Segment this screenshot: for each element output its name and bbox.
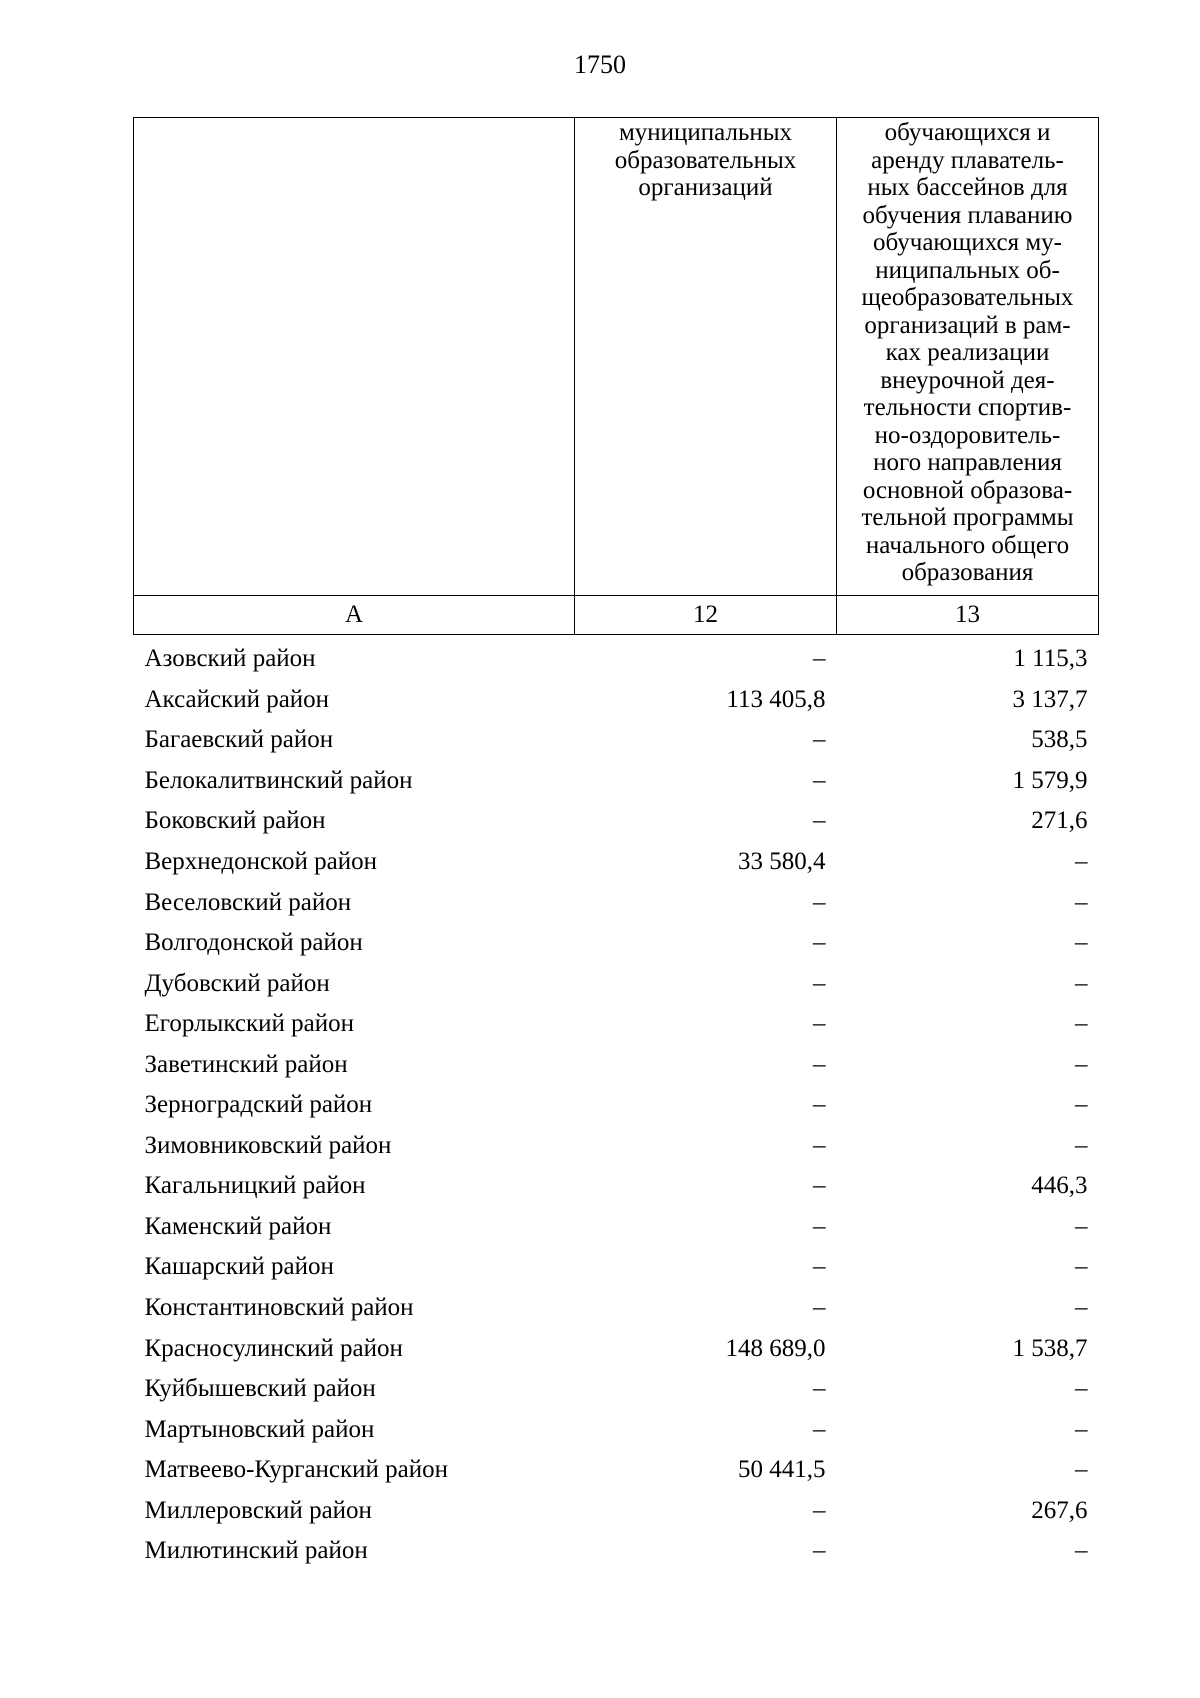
table-row [134, 1288, 1099, 1329]
header-text-line: начального общего [865, 531, 1070, 559]
value-col-12: 148 689,0 [725, 1334, 826, 1362]
table-row [134, 1490, 1099, 1531]
value-col-12: – [813, 1010, 826, 1038]
district-name: Азовский район [144, 645, 316, 673]
value-col-12: – [813, 1253, 826, 1281]
budget-table [133, 117, 1099, 1572]
table-row [134, 1085, 1099, 1126]
value-col-12: – [813, 726, 826, 754]
table-row [134, 1369, 1099, 1410]
district-name: Верхнедонской район [144, 848, 377, 875]
value-col-13: 1 115,3 [1013, 645, 1088, 673]
value-col-13: – [1075, 888, 1088, 916]
table-row [134, 1166, 1099, 1207]
value-col-13: – [1075, 1456, 1088, 1484]
header-text-line: образования [901, 559, 1034, 586]
header-cell-name [134, 118, 575, 596]
value-col-12: 113 405,8 [726, 685, 826, 713]
value-col-13: 446,3 [1031, 1172, 1088, 1200]
value-col-12: – [813, 1212, 826, 1240]
value-col-12: – [813, 1131, 826, 1159]
value-col-13: – [1075, 1050, 1088, 1078]
table-row [134, 720, 1099, 761]
table-row [134, 1531, 1099, 1572]
header-text-line: тельности спортив- [863, 394, 1072, 421]
column-number-12: 12 [575, 596, 837, 635]
table-row [134, 1207, 1099, 1248]
district-name: Кашарский район [144, 1253, 334, 1281]
value-col-13: 538,5 [1031, 726, 1088, 754]
district-name: Аксайский район [144, 685, 330, 713]
value-col-12: – [813, 929, 826, 957]
header-cell-col-12 [575, 118, 837, 596]
district-name: Дубовский район [144, 969, 330, 997]
header-text-line: образовательных [614, 146, 797, 174]
header-text-line: ниципальных об- [875, 256, 1060, 284]
value-col-12: – [813, 888, 826, 916]
district-name: Заветинский район [144, 1050, 348, 1078]
value-col-13: – [1075, 929, 1088, 957]
table-row [134, 923, 1099, 964]
value-col-13: – [1075, 969, 1088, 997]
value-col-12: 50 441,5 [738, 1456, 826, 1484]
table-row [134, 963, 1099, 1004]
value-col-13: 267,6 [1031, 1496, 1088, 1524]
header-text-line: основной образова- [862, 476, 1073, 504]
header-text-line: но-оздоровитель- [874, 421, 1061, 449]
table-header-row [134, 118, 1099, 596]
district-name: Зерноградский район [144, 1091, 373, 1119]
value-col-12: – [813, 1172, 826, 1200]
value-col-13: – [1075, 1212, 1088, 1240]
district-name: Веселовский район [144, 888, 352, 916]
district-name: Красносулинский район [144, 1334, 403, 1362]
value-col-12: – [813, 1375, 826, 1403]
value-col-13: – [1075, 1010, 1088, 1038]
table-row [134, 1126, 1099, 1167]
value-col-12: – [813, 1091, 826, 1119]
value-col-13: 1 579,9 [1012, 766, 1088, 794]
district-name: Милютинский район [144, 1537, 368, 1565]
value-col-12: – [813, 1496, 826, 1524]
column-number-13: 13 [837, 596, 1099, 635]
table-row [134, 842, 1099, 883]
value-col-12: – [813, 969, 826, 997]
value-col-12: – [813, 807, 826, 835]
header-text-line: ного направления [873, 449, 1062, 476]
district-name: Боковский район [144, 807, 326, 835]
value-col-13: – [1075, 1131, 1088, 1159]
column-number-row [134, 596, 1099, 635]
district-name: Волгодонской район [144, 929, 363, 957]
value-col-12: – [813, 1294, 826, 1322]
value-col-13: 3 137,7 [1012, 685, 1088, 713]
header-text-line: организаций в рам- [864, 311, 1071, 339]
header-text-line: ках реализации [885, 339, 1050, 366]
value-col-13: 271,6 [1031, 807, 1088, 835]
table-row [134, 1409, 1099, 1450]
district-name: Куйбышевский район [144, 1375, 376, 1403]
district-name: Белокалитвинский район [144, 766, 413, 794]
value-col-12: – [813, 1415, 826, 1443]
header-cell-col-13 [837, 118, 1099, 596]
value-col-12: – [813, 645, 826, 673]
table-row [134, 801, 1099, 842]
value-col-12: – [813, 766, 826, 794]
district-name: Миллеровский район [144, 1496, 372, 1524]
header-text-line: тельной программы [861, 504, 1074, 531]
table-row [134, 1247, 1099, 1288]
value-col-13: – [1075, 1415, 1088, 1443]
value-col-13: – [1075, 1294, 1088, 1322]
page-number: 1750 [574, 50, 626, 79]
district-name: Мартыновский район [144, 1415, 375, 1443]
table-body [134, 635, 1099, 1572]
value-col-13: – [1075, 1253, 1088, 1281]
district-name: Кагальницкий район [144, 1172, 366, 1200]
table-row [134, 1004, 1099, 1045]
value-col-12: – [813, 1050, 826, 1078]
district-name: Константиновский район [144, 1294, 414, 1322]
header-text-line: муниципальных [618, 119, 793, 146]
value-col-13: 1 538,7 [1012, 1334, 1088, 1362]
header-text-line: щеобразовательных [861, 284, 1074, 311]
district-name: Каменский район [144, 1212, 332, 1240]
value-col-12: – [813, 1537, 826, 1565]
value-col-13: – [1075, 1537, 1088, 1565]
header-text-line: внеурочной дея- [880, 366, 1055, 394]
district-name: Багаевский район [144, 726, 334, 754]
column-number-a: А [134, 596, 575, 635]
header-text-line: обучающихся и [884, 119, 1051, 146]
table-row [134, 882, 1099, 923]
table-row [134, 1328, 1099, 1369]
table-row [134, 761, 1099, 802]
district-name: Матвеево-Курганский район [144, 1456, 449, 1484]
table-row [134, 635, 1099, 680]
header-text-line: ных бассейнов для [867, 174, 1068, 201]
value-col-12: 33 580,4 [738, 848, 826, 875]
value-col-13: – [1075, 848, 1088, 875]
header-text-line: обучения плаванию [862, 201, 1073, 229]
district-name: Егорлыкский район [144, 1010, 354, 1038]
district-name: Зимовниковский район [144, 1131, 392, 1159]
value-col-13: – [1075, 1375, 1088, 1403]
header-text-line: организаций [638, 174, 773, 201]
table-row [134, 680, 1099, 721]
table-row [134, 1450, 1099, 1491]
header-text-line: обучающихся му- [872, 229, 1062, 256]
value-col-13: – [1075, 1091, 1088, 1119]
header-text-line: аренду плаватель- [871, 146, 1064, 174]
table-row [134, 1044, 1099, 1085]
